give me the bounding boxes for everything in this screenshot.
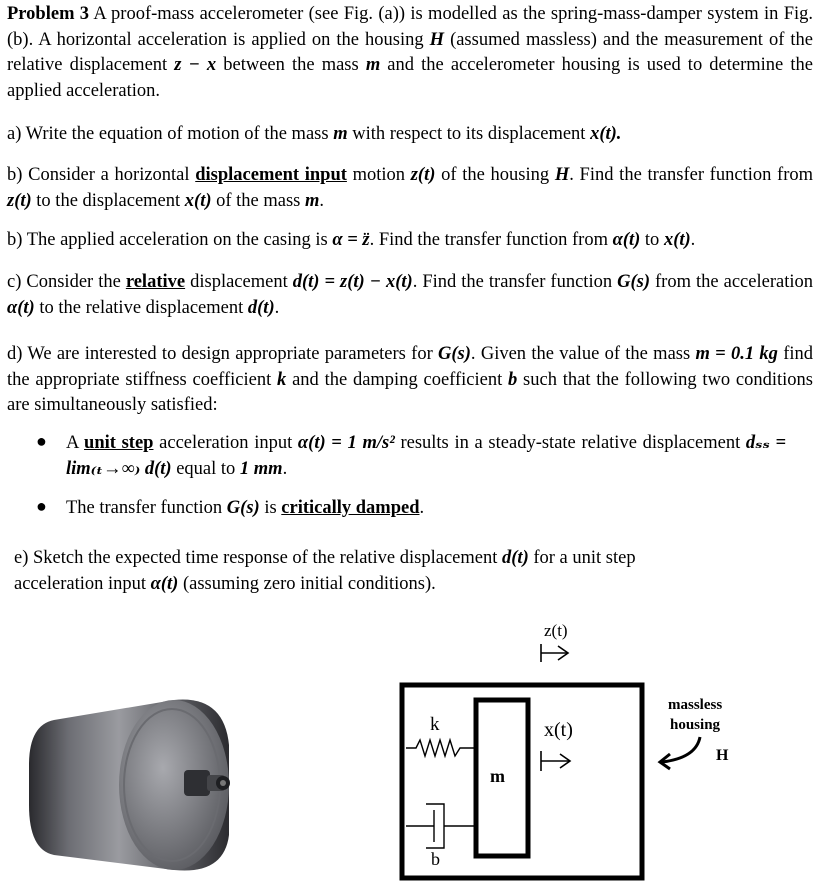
z-arrow [541, 644, 568, 662]
x-arrow [541, 751, 570, 771]
bullet-dot: ● [36, 431, 47, 451]
problem-statement: Problem 3 A proof-mass accelerometer (see Fig. (a)) is modelled as the spring-mass-damper system in Fig. (b). A horizontal acceleration is applied on the housing H (assumed massless) and the measurement of the relative displacement z − x between the mass m and the accelerometer housing is used to determine the applied acceleration. [7, 4, 813, 101]
housing-H-label: H [716, 747, 729, 764]
bullet-dot: ● [36, 496, 47, 516]
mass-label: m [490, 766, 505, 786]
part-d: d) We are interested to design appropriate parameters for G(s). Given the value of the mass m = 0.1 kg find the appropriate stiffness coefficient k and the damping coefficient b such that the following two conditions are simultaneously satisfied: [7, 344, 813, 415]
bullet-unit-step: A unit step acceleration input α(t) = 1 m/s² results in a steady-state relative displacement dₛₛ = lim₍ₜ→∞₎ d(t) equal to 1 mm. [66, 433, 786, 479]
damper-label: b [431, 849, 440, 869]
accelerometer-photo [24, 685, 264, 885]
part-a: a) Write the equation of motion of the mass m with respect to its displacement x(t). [7, 124, 622, 144]
housing-label-line-1: massless [668, 697, 723, 713]
damper [406, 804, 474, 848]
part-b-acceleration: b) The applied acceleration on the casing is α = z̈. Find the transfer function from α(t) to x(t). [7, 230, 696, 250]
part-e: e) Sketch the expected time response of the relative displacement d(t) for a unit step acceleration input α(t) (assuming zero initial conditions). [14, 548, 636, 594]
spring [406, 740, 474, 756]
x-label: x(t) [544, 719, 573, 741]
part-b-displacement: b) Consider a horizontal displacement input motion z(t) of the housing H. Find the transfer function from z(t) to the displacement x(t) of the mass m. [7, 165, 813, 211]
curved-arrow-icon [660, 737, 700, 769]
problem-title: Problem 3 [7, 4, 90, 24]
spring-mass-damper-diagram [398, 608, 818, 888]
part-c: c) Consider the relative displacement d(t) = z(t) − x(t). Find the transfer function G(s) from the acceleration α(t) to the relative displacement d(t). [7, 272, 813, 318]
spring-label: k [430, 714, 440, 735]
bullet-critically-damped: The transfer function G(s) is critically damped. [66, 498, 425, 518]
z-label: z(t) [544, 621, 568, 640]
housing-label-line-2: housing [670, 717, 721, 733]
